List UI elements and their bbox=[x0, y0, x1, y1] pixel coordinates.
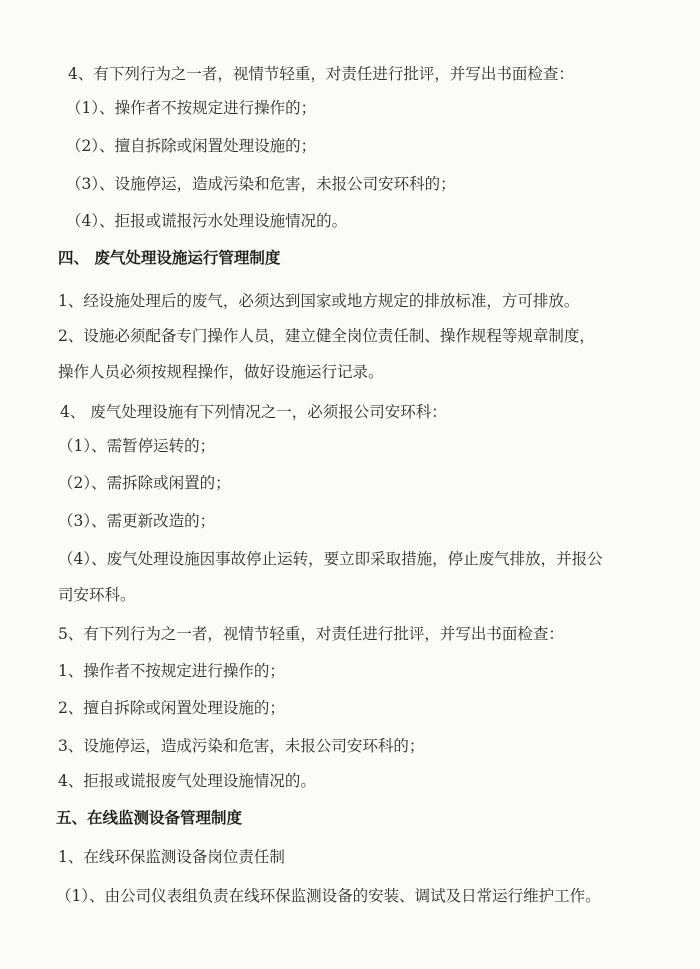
s4-item-5: 5、有下列行为之一者，视情节轻重，对责任进行批评，并写出书面检查： bbox=[58, 625, 564, 643]
s5-item-1-sub-1: （1）、由公司仪表组负责在线环保监测设备的安装、调试及日常运行维护工作。 bbox=[56, 887, 601, 905]
s4-item-4-sub-3: （3）、需更新改造的； bbox=[58, 512, 216, 530]
item-4-intro: 4、有下列行为之一者，视情节轻重，对责任进行批评，并写出书面检查： bbox=[68, 65, 574, 83]
s5-item-1: 1、在线环保监测设备岗位责任制 bbox=[58, 848, 285, 866]
s4-item-5-sub-1: 1、操作者不按规定进行操作的； bbox=[58, 662, 285, 680]
s4-item-4-sub-4: （4）、废气处理设施因事故停止运转，要立即采取措施，停止废气排放，并报公 bbox=[58, 550, 603, 568]
s4-item-5-sub-4: 4、拒报或谎报废气处理设施情况的。 bbox=[58, 772, 316, 790]
s4-item-4-sub-2: （2）、需拆除或闲置的； bbox=[58, 474, 231, 492]
s4-item-5-sub-2: 2、擅自拆除或闲置处理设施的； bbox=[58, 699, 285, 717]
s4-item-5-sub-3: 3、设施停运，造成污染和危害，未报公司安环科的； bbox=[58, 737, 425, 755]
s4-item-4: 4、 废气处理设施有下列情况之一，必须报公司安环科： bbox=[60, 403, 447, 421]
section-4-heading: 四、 废气处理设施运行管理制度 bbox=[58, 248, 281, 267]
s4-item-1: 1、经设施处理后的废气，必须达到国家或地方规定的排放标准，方可排放。 bbox=[58, 292, 580, 310]
s4-item-2: 2、设施必须配备专门操作人员，建立健全岗位责任制、操作规程等规章制度， bbox=[58, 327, 595, 345]
s4-item-2-cont: 操作人员必须按规程操作，做好设施运行记录。 bbox=[58, 363, 384, 381]
item-4-sub-3: （3）、设施停运，造成污染和危害，未报公司安环科的； bbox=[66, 175, 456, 193]
s4-item-4-sub-1: （1）、需暂停运转的； bbox=[58, 437, 216, 455]
section-5-heading: 五、在线监测设备管理制度 bbox=[56, 808, 243, 827]
item-4-sub-4: （4）、拒报或谎报污水处理设施情况的。 bbox=[66, 212, 348, 230]
item-4-sub-1: （1）、操作者不按规定进行操作的； bbox=[66, 99, 317, 117]
item-4-sub-2: （2）、擅自拆除或闲置处理设施的； bbox=[66, 137, 317, 155]
s4-item-4-sub-4-cont: 司安环科。 bbox=[58, 586, 136, 604]
